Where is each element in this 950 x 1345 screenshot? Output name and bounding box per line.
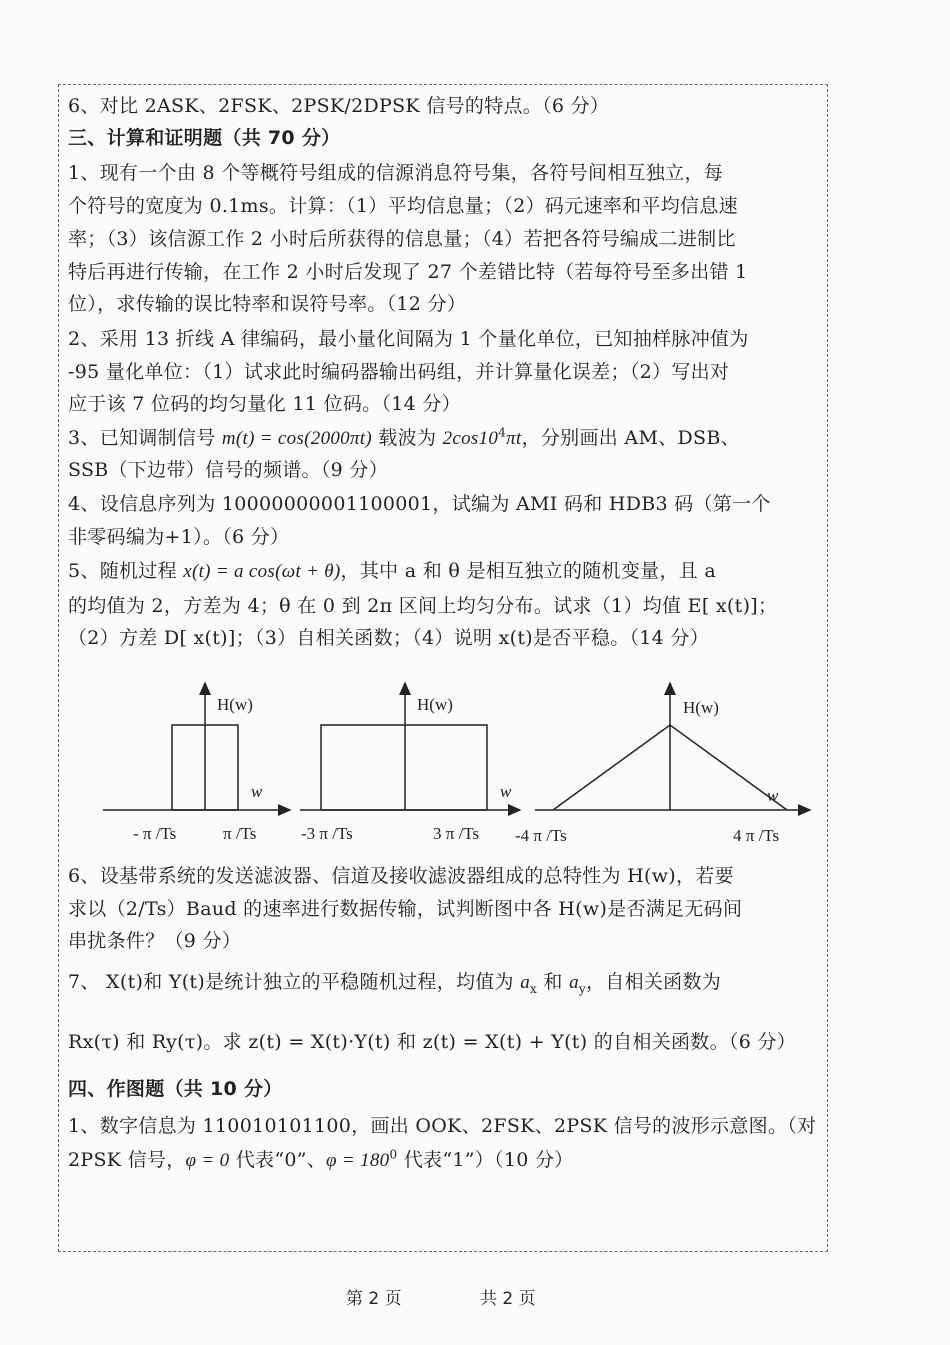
q1-line-4: 特后再进行传输，在工作 2 小时后发现了 27 个差错比特（若每符号至多出错 1: [68, 261, 748, 283]
q3-mid: 载波为: [372, 427, 443, 449]
q3-line-2: SSB（下边带）信号的频谱。（9 分）: [68, 459, 388, 481]
figure-1: [103, 683, 290, 843]
figures-svg: [95, 675, 815, 850]
q8-line-1: 1、数字信息为 110010101100，画出 OOK、2FSK、2PSK 信号的波形示意图。（对: [68, 1115, 817, 1137]
fig2-left-tick: -3 π /Ts: [301, 824, 353, 843]
q6-line-1: 6、设基带系统的发送滤波器、信道及接收滤波器组成的总特性为 H(w)，若要: [68, 865, 734, 887]
q7-prefix: 7、 X(t)和 Y(t)是统计独立的平稳随机过程，均值为: [68, 971, 521, 993]
fig3-ylabel: H(w): [683, 698, 719, 717]
fig1-ylabel: H(w): [217, 695, 253, 714]
q8-degree-sup: 0: [389, 1147, 398, 1162]
q4-line-2: 非零码编为+1）。（6 分）: [68, 526, 290, 548]
q5-suffix: ，其中 a 和 θ 是相互独立的随机变量，且 a: [340, 560, 717, 582]
fig2-xlabel: w: [500, 782, 512, 801]
fig1-left-tick: - π /Ts: [133, 824, 177, 843]
q8-prefix: 2PSK 信号，: [68, 1149, 186, 1171]
q3-carrier: 2cos10: [442, 428, 499, 449]
fig2-right-tick: 3 π /Ts: [433, 824, 480, 843]
q3-signal-formula: m(t) = cos(2000πt): [221, 428, 372, 449]
fig3-xlabel: w: [767, 786, 779, 805]
q2-line-2: -95 量化单位：（1）试求此时编码器输出码组，并计算量化误差；（2）写出对: [68, 361, 730, 383]
q8-phi-zero: φ = 0: [185, 1150, 230, 1171]
q8-phi-180: φ = 180: [326, 1150, 390, 1171]
question-6-prev: 6、对比 2ASK、2FSK、2PSK/2DPSK 信号的特点。（6 分）: [68, 95, 610, 117]
q3-carrier-exponent: 4: [498, 425, 507, 440]
q1-line-2: 个符号的宽度为 0.1ms。计算：（1）平均信息量；（2）码元速率和平均信息速: [68, 195, 738, 217]
q3-prefix: 3、已知调制信号: [68, 427, 222, 449]
q3-line-1: [68, 426, 740, 451]
fig1-xlabel: w: [251, 782, 263, 801]
q5-line-1: [68, 559, 716, 584]
q7-line-2: Rx(τ) 和 Ry(τ)。求 z(t) = X(t)·Y(t) 和 z(t) = X(t) + Y(t) 的自相关函数。（6 分）: [68, 1031, 797, 1053]
section-4-title: 四、作图题（共 10 分）: [68, 1078, 283, 1100]
q1-line-5: 位），求传输的误比特率和误符号率。（12 分）: [68, 293, 467, 315]
fig2-ylabel: H(w): [417, 695, 453, 714]
q1-line-3: 率；（3）该信源工作 2 小时后所获得的信息量；（4）若把各符号编成二进制比: [68, 228, 736, 250]
q8-suffix: 代表“1”）（10 分）: [397, 1149, 574, 1171]
page-total: 共 2 页: [480, 1289, 536, 1309]
q7-line-1: [68, 970, 721, 995]
q7-suffix: ，自相关函数为: [585, 971, 722, 993]
q4-line-1: 4、设信息序列为 10000000001100001，试编为 AMI 码和 HDB3 码（第一个: [68, 493, 771, 515]
q7-mean-y: a: [569, 972, 579, 993]
figure-3: [515, 683, 810, 845]
page-number: 第 2 页: [346, 1289, 402, 1309]
fig2-rect: [321, 725, 487, 810]
q1-line-1: 1、现有一个由 8 个等概符号组成的信源消息符号集，各符号间相互独立，每: [68, 162, 724, 184]
q7-mean-y-sub: y: [578, 981, 586, 996]
q5-prefix: 5、随机过程: [68, 560, 184, 582]
fig1-right-tick: π /Ts: [223, 824, 257, 843]
q5-formula: x(t) = a cos(ωt + θ): [183, 561, 341, 582]
q5-line-3: （2）方差 D[ x(t)]；（3）自相关函数；（4）说明 x(t)是否平稳。（14 分）: [68, 627, 710, 649]
q3-suffix: ，分别画出 AM、DSB、: [521, 427, 740, 449]
q8-mid: 代表“0”、: [229, 1149, 327, 1171]
transfer-function-figures: [95, 675, 815, 850]
q7-and: 和: [537, 971, 570, 993]
q3-carrier-tail: πt: [506, 428, 522, 449]
q2-line-3: 应于该 7 位码的均匀量化 11 位码。（14 分）: [68, 393, 461, 415]
q6-line-2: 求以（2/Ts）Baud 的速率进行数据传输，试判断图中各 H(w)是否满足无码间: [68, 898, 743, 920]
fig3-right-tick: 4 π /Ts: [733, 826, 780, 845]
q7-mean-x: a: [520, 972, 531, 993]
q6-line-3: 串扰条件？（9 分）: [68, 930, 242, 952]
q2-line-1: 2、采用 13 折线 A 律编码，最小量化间隔为 1 个量化单位，已知抽样脉冲值为: [68, 328, 749, 350]
section-3-title: 三、计算和证明题（共 70 分）: [68, 127, 341, 149]
fig3-left-tick: -4 π /Ts: [515, 826, 567, 845]
q7-mean-x-sub: x: [530, 981, 538, 996]
q5-line-2: 的均值为 2，方差为 4；θ 在 0 到 2π 区间上均匀分布。试求（1）均值 E[ x(t)]；: [68, 595, 778, 617]
figure-2: [300, 683, 520, 843]
q8-line-2: [68, 1148, 574, 1173]
